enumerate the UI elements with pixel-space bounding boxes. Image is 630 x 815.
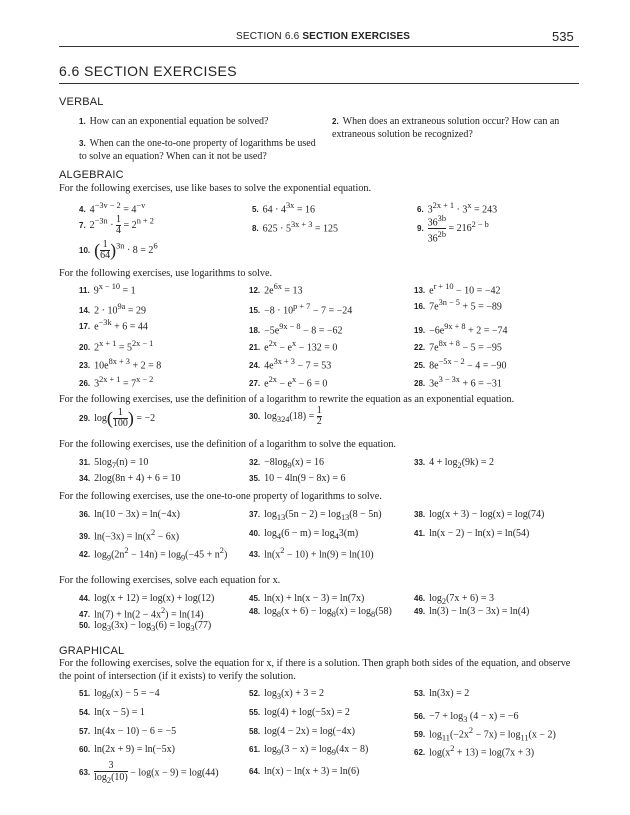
exercise-51: 51. $\log_9(x) - 5 = -4$ (79, 688, 160, 701)
exercise-36: 36. ln(10 − 3x) = ln(−4x) (79, 509, 180, 520)
exercise-60: 60. ln(2x + 9) = ln(−5x) (79, 744, 175, 755)
graphical-heading: GRAPHICAL (59, 645, 125, 657)
exercise-29: 29. log( $\frac{1}{100}$ ) = −2 (79, 407, 156, 429)
exercise-4: 4. $4^{-3v - 2} = 4^{-v}$ (79, 201, 146, 216)
exercise-55: 55. log(4) + log(−5x) = 2 (249, 707, 350, 718)
exercise-39: 39. $\ln(-3x) = \ln(x^2 - 6x)$ (79, 528, 180, 543)
exercise-5: 5. $64 \cdot 4^{3x} = 16$ (252, 201, 315, 216)
exercise-34: 34. 2log(8n + 4) + 6 = 10 (79, 473, 181, 484)
exercise-64: 64. ln(x) − ln(x + 3) = ln(6) (249, 766, 360, 777)
exercise-7: 7. $2^{-3n}$ · $\frac{1}{4}$ = $2^{n + 2}$ (79, 214, 154, 236)
exercise-32: 32. $-8\log_9(x) = 16$ (249, 457, 325, 470)
exercise-43: 43. $\ln(x^2 - 10) + \ln(9) = \ln(10)$ (249, 546, 374, 561)
exercise-23: 23. $10e^{8x + 3} + 2 = 8$ (79, 357, 162, 372)
verbal-heading: VERBAL (59, 96, 104, 108)
page-number: 535 (552, 29, 574, 44)
exercise-52: 52. $\log_3(x) + 3 = 2$ (249, 688, 325, 701)
exercise-26: 26. $3^{2x + 1} = 7^{x - 2}$ (79, 375, 154, 390)
exercise-59: 59. $\log_{11}(-2x^2 - 7x) = \log_{11}(x - 2)$ (414, 726, 556, 743)
exercise-3: 3. When can the one-to-one property of logarithms be used to solve an equation? When can it not be used? (79, 138, 316, 162)
header-section-name: SECTION EXERCISES (302, 31, 411, 42)
exercise-14: 14. $2 \cdot 10^{9a} = 29$ (79, 302, 146, 317)
exercise-16: 16. $7e^{3n - 5} + 5 = -89$ (414, 298, 502, 313)
exercise-50: 50. $\log_3(3x) - \log_3(6) = \log_3(77)$ (79, 620, 212, 633)
exercise-11: 11. $9^{x - 10} = 1$ (79, 282, 136, 297)
exercise-35: 35. 10 − 4ln(9 − 8x) = 6 (249, 473, 346, 484)
exercise-19: 19. $-6e^{9x + 8} + 2 = -74$ (414, 322, 508, 337)
instructions-one-to-one: For the following exercises, use the one-to-one property of logarithms to solve. (59, 491, 382, 502)
exercise-62: 62. $\log(x^2 + 13) = \log(7x + 3)$ (414, 744, 535, 759)
exercise-1: 1. How can an exponential equation be solved? (79, 116, 269, 127)
exercise-20: 20. $2^{x + 1} = 5^{2x - 1}$ (79, 339, 154, 354)
running-header (236, 31, 410, 42)
exercise-46: 46. $\log_2(7x + 6) = 3$ (414, 593, 495, 606)
exercise-31: 31. $5\log_7(n) = 10$ (79, 457, 149, 470)
exercise-9: 9. $\frac{36^{3b}}{36^{2b}}$ = $216^{2 - b}$ (417, 214, 489, 245)
header-section-prefix: SECTION 6.6 (236, 31, 300, 42)
exercise-10: 10. ( $\frac{1}{64}$ )$^{3n} \cdot 8 = 2^6$ (79, 239, 158, 261)
exercise-38: 38. log(x + 3) − log(x) = log(74) (414, 509, 545, 520)
section-title: 6.6 SECTION EXERCISES (59, 63, 238, 79)
instructions-logarithms: For the following exercises, use logarithms to solve. (59, 268, 273, 279)
exercise-40: 40. $\log_4(6 - m) = \log_43(m)$ (249, 528, 359, 541)
exercise-18: 18. $-5e^{9x - 8} - 8 = -62$ (249, 322, 343, 337)
exercise-17: 17. $e^{-3k} + 6 = 44$ (79, 318, 148, 333)
exercise-22: 22. $7e^{8x + 8} - 5 = -95$ (414, 339, 502, 354)
exercise-41: 41. ln(x − 2) − ln(x) = ln(54) (414, 528, 530, 539)
header-rule (59, 46, 579, 47)
exercise-24: 24. $4e^{3x + 3} - 7 = 53$ (249, 357, 332, 372)
instructions-like-bases: For the following exercises, use like bases to solve the exponential equation. (59, 183, 372, 194)
exercise-61: 61. $\log_9(3 - x) = \log_9(4x - 8)$ (249, 744, 369, 757)
exercise-49: 49. ln(3) − ln(3 − 3x) = ln(4) (414, 606, 530, 617)
exercise-13: 13. $e^{r + 10} - 10 = -42$ (414, 282, 501, 297)
exercise-44: 44. log(x + 12) = log(x) + log(12) (79, 593, 215, 604)
exercise-45: 45. ln(x) + ln(x − 3) = ln(7x) (249, 593, 365, 604)
exercise-25: 25. $8e^{-5x - 2} - 4 = -90$ (414, 357, 507, 372)
instructions-solve-for-x: For the following exercises, solve each equation for x. (59, 575, 281, 586)
exercise-15: 15. $-8 \cdot 10^{p + 7} - 7 = -24$ (249, 302, 353, 317)
exercise-54: 54. ln(x − 5) = 1 (79, 707, 145, 718)
exercise-57: 57. ln(4x − 10) − 6 = −5 (79, 726, 177, 737)
exercise-63: 63. $\frac{3}{\log_2(10)}$ − log(x − 9) = log(44) (79, 760, 219, 785)
exercise-2: 2. When does an extraneous solution occur? How can an extraneous solution be recognized? (332, 116, 560, 140)
exercise-30: 30. $\log_{324}(18)$ = $\frac{1}{2}$ (249, 405, 322, 427)
exercise-53: 53. ln(3x) = 2 (414, 688, 470, 699)
exercise-33: 33. $4 + \log_2(9k) = 2$ (414, 457, 495, 470)
exercise-48: 48. $\log_8(x + 6) - \log_8(x) = \log_8(58)$ (249, 606, 392, 619)
exercise-8: 8. $625 \cdot 5^{3x + 3} = 125$ (252, 220, 339, 235)
exercise-56: 56. $-7 + \log_3 (4 - x) = -6$ (414, 711, 519, 724)
exercise-42: 42. $\log_9(2n^2 - 14n) = \log_9(-45 + n^2)$ (79, 546, 228, 563)
instructions-graphical: For the following exercises, solve the equation for x, if there is a solution. Then graph both sides of the equation, and observe the point of intersection (if it exists) to verify the solution. (59, 658, 571, 682)
exercise-37: 37. $\log_{13}(5n - 2) = \log_{13}(8 - 5n)$ (249, 509, 382, 522)
exercise-27: 27. $e^{2x} - e^x - 6 = 0$ (249, 375, 328, 390)
exercise-21: 21. $e^{2x} - e^x - 132 = 0$ (249, 339, 338, 354)
instructions-definition-solve: For the following exercises, use the definition of a logarithm to solve the equation. (59, 439, 396, 450)
exercise-12: 12. $2e^{6x} = 13$ (249, 282, 303, 297)
exercise-58: 58. log(4 − 2x) = log(−4x) (249, 726, 355, 737)
algebraic-heading: ALGEBRAIC (59, 169, 124, 181)
instructions-rewrite-exponential: For the following exercises, use the definition of a logarithm to rewrite the equation as an exponential equation. (59, 394, 515, 405)
exercise-47: 47. $\ln(7) + \ln(2 - 4x^2) = \ln(14)$ (79, 606, 204, 621)
exercise-6: 6. $3^{2x + 1} \cdot 3^x = 243$ (417, 201, 498, 216)
section-title-rule (59, 83, 579, 84)
exercise-28: 28. $3e^{3 - 3x} + 6 = -31$ (414, 375, 502, 390)
